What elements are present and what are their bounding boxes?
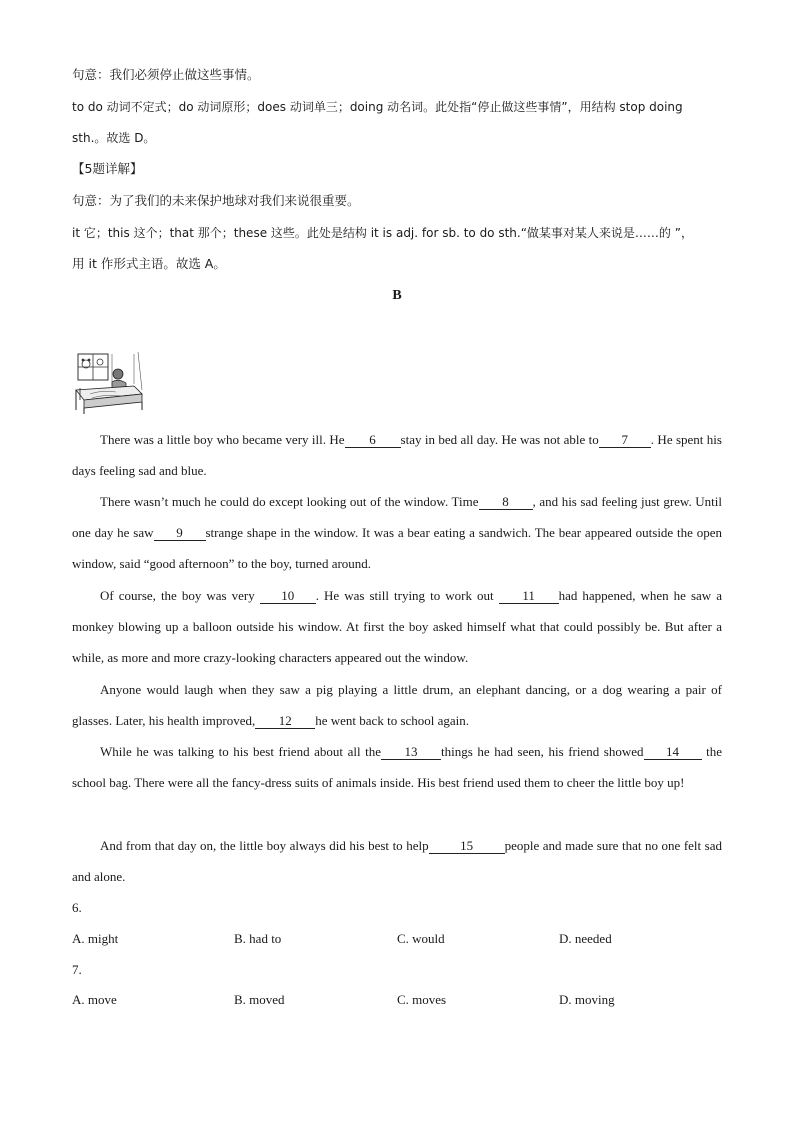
q4-analysis-line2: sth.。故选 D。: [72, 131, 156, 145]
paragraph-4-text-b: he went back to school again.: [315, 713, 470, 728]
paragraph-3-text-a: Of course, the boy was very: [100, 588, 260, 603]
paragraph-4-text-a: Anyone would laugh when they saw a pig playing a little drum, an elephant dancing, or a dog wearing a pair of glasses. Later, his health improved,: [72, 682, 722, 728]
option-a[interactable]: A. move: [72, 992, 117, 1007]
paragraph-5-text-a: While he was talking to his best friend about all the: [100, 744, 382, 759]
question-number: 6.: [72, 900, 82, 915]
option-d[interactable]: D. moving: [559, 992, 615, 1007]
paragraph-4: [72, 674, 722, 736]
q5-meaning: 句意：为了我们的未来保护地球对我们来说很重要。: [72, 193, 360, 208]
option-c[interactable]: C. would: [397, 931, 445, 946]
paragraph-2-text-b: , and his sad feeling just grew. Until one day he saw: [72, 494, 723, 540]
blank-14: 14: [644, 745, 702, 760]
paragraph-6-text-a: And from that day on, the little boy always did his best to help: [100, 838, 429, 853]
option-a[interactable]: A. might: [72, 931, 119, 946]
q5-analysis-line1: it 它；this 这个；that 那个；these 这些。此处是结构 it is adj. for sb. to do sth.“做某事对某人来说是……的 ”，: [72, 226, 693, 240]
paragraph-2-text-a: There wasn’t much he could do except looking out of the window. Time: [100, 494, 479, 509]
paragraph-6: [72, 830, 722, 892]
paragraph-5: [72, 736, 722, 798]
blank-13: 13: [381, 745, 441, 760]
blank-8: 8: [479, 495, 533, 510]
q4-analysis-line1: to do 动词不定式；do 动词原形；does 动词单三；doing 动名词。此处指“停止做这些事情”，用结构 stop doing: [72, 100, 683, 114]
paragraph-2-text-c: strange shape in the window. It was a bear eating a sandwich. The bear appeared outside the open window, said “good afternoon” to the boy, turned around.: [72, 525, 722, 571]
paragraph-1-text-b: stay in bed all day. He was not able to: [400, 432, 599, 447]
paragraph-3-text-c: had happened, when he saw a monkey blowing up a balloon outside his window. At first the boy asked himself what that could possibly be. But after a while, as more and more crazy-looking characters appeared out the window.: [72, 588, 722, 665]
blank-9: 9: [154, 526, 206, 541]
paragraph-1: [72, 424, 722, 486]
paragraph-3: [72, 580, 722, 673]
blank-7: 7: [599, 433, 651, 448]
blank-12: 12: [255, 714, 315, 729]
paragraph-5-text-c: the school bag. There were all the fancy-dress suits of animals inside. His best friend used them to cheer the little boy up!: [72, 744, 722, 790]
option-b[interactable]: B. moved: [234, 992, 285, 1007]
option-d[interactable]: D. needed: [559, 931, 612, 946]
paragraph-1-text-c: . He spent his days feeling sad and blue.: [72, 432, 722, 478]
q5-analysis-line2: 用 it 作形式主语。故选 A。: [72, 256, 226, 271]
option-b[interactable]: B. had to: [234, 931, 282, 946]
paragraph-2: [72, 486, 722, 579]
paragraph-6-text-b: people and made sure that no one felt sad and alone.: [72, 838, 723, 884]
question-number: 7.: [72, 962, 82, 977]
paragraph-1-text-a: There was a little boy who became very ill. He: [100, 432, 345, 447]
blank-15: 15: [429, 839, 505, 854]
option-c[interactable]: C. moves: [397, 992, 447, 1007]
q5-header: 【5题详解】: [72, 161, 143, 176]
blank-10: 10: [260, 589, 316, 604]
section-title: B: [392, 288, 402, 303]
boy-in-bed-illustration: [72, 350, 146, 416]
blank-6: 6: [345, 433, 401, 448]
paragraph-3-text-b: . He was still trying to work out: [315, 588, 499, 603]
paragraph-5-text-b: things he had seen, his friend showed: [441, 744, 644, 759]
blank-11: 11: [499, 589, 559, 604]
q4-meaning: 句意：我们必须停止做这些事情。: [72, 67, 260, 82]
